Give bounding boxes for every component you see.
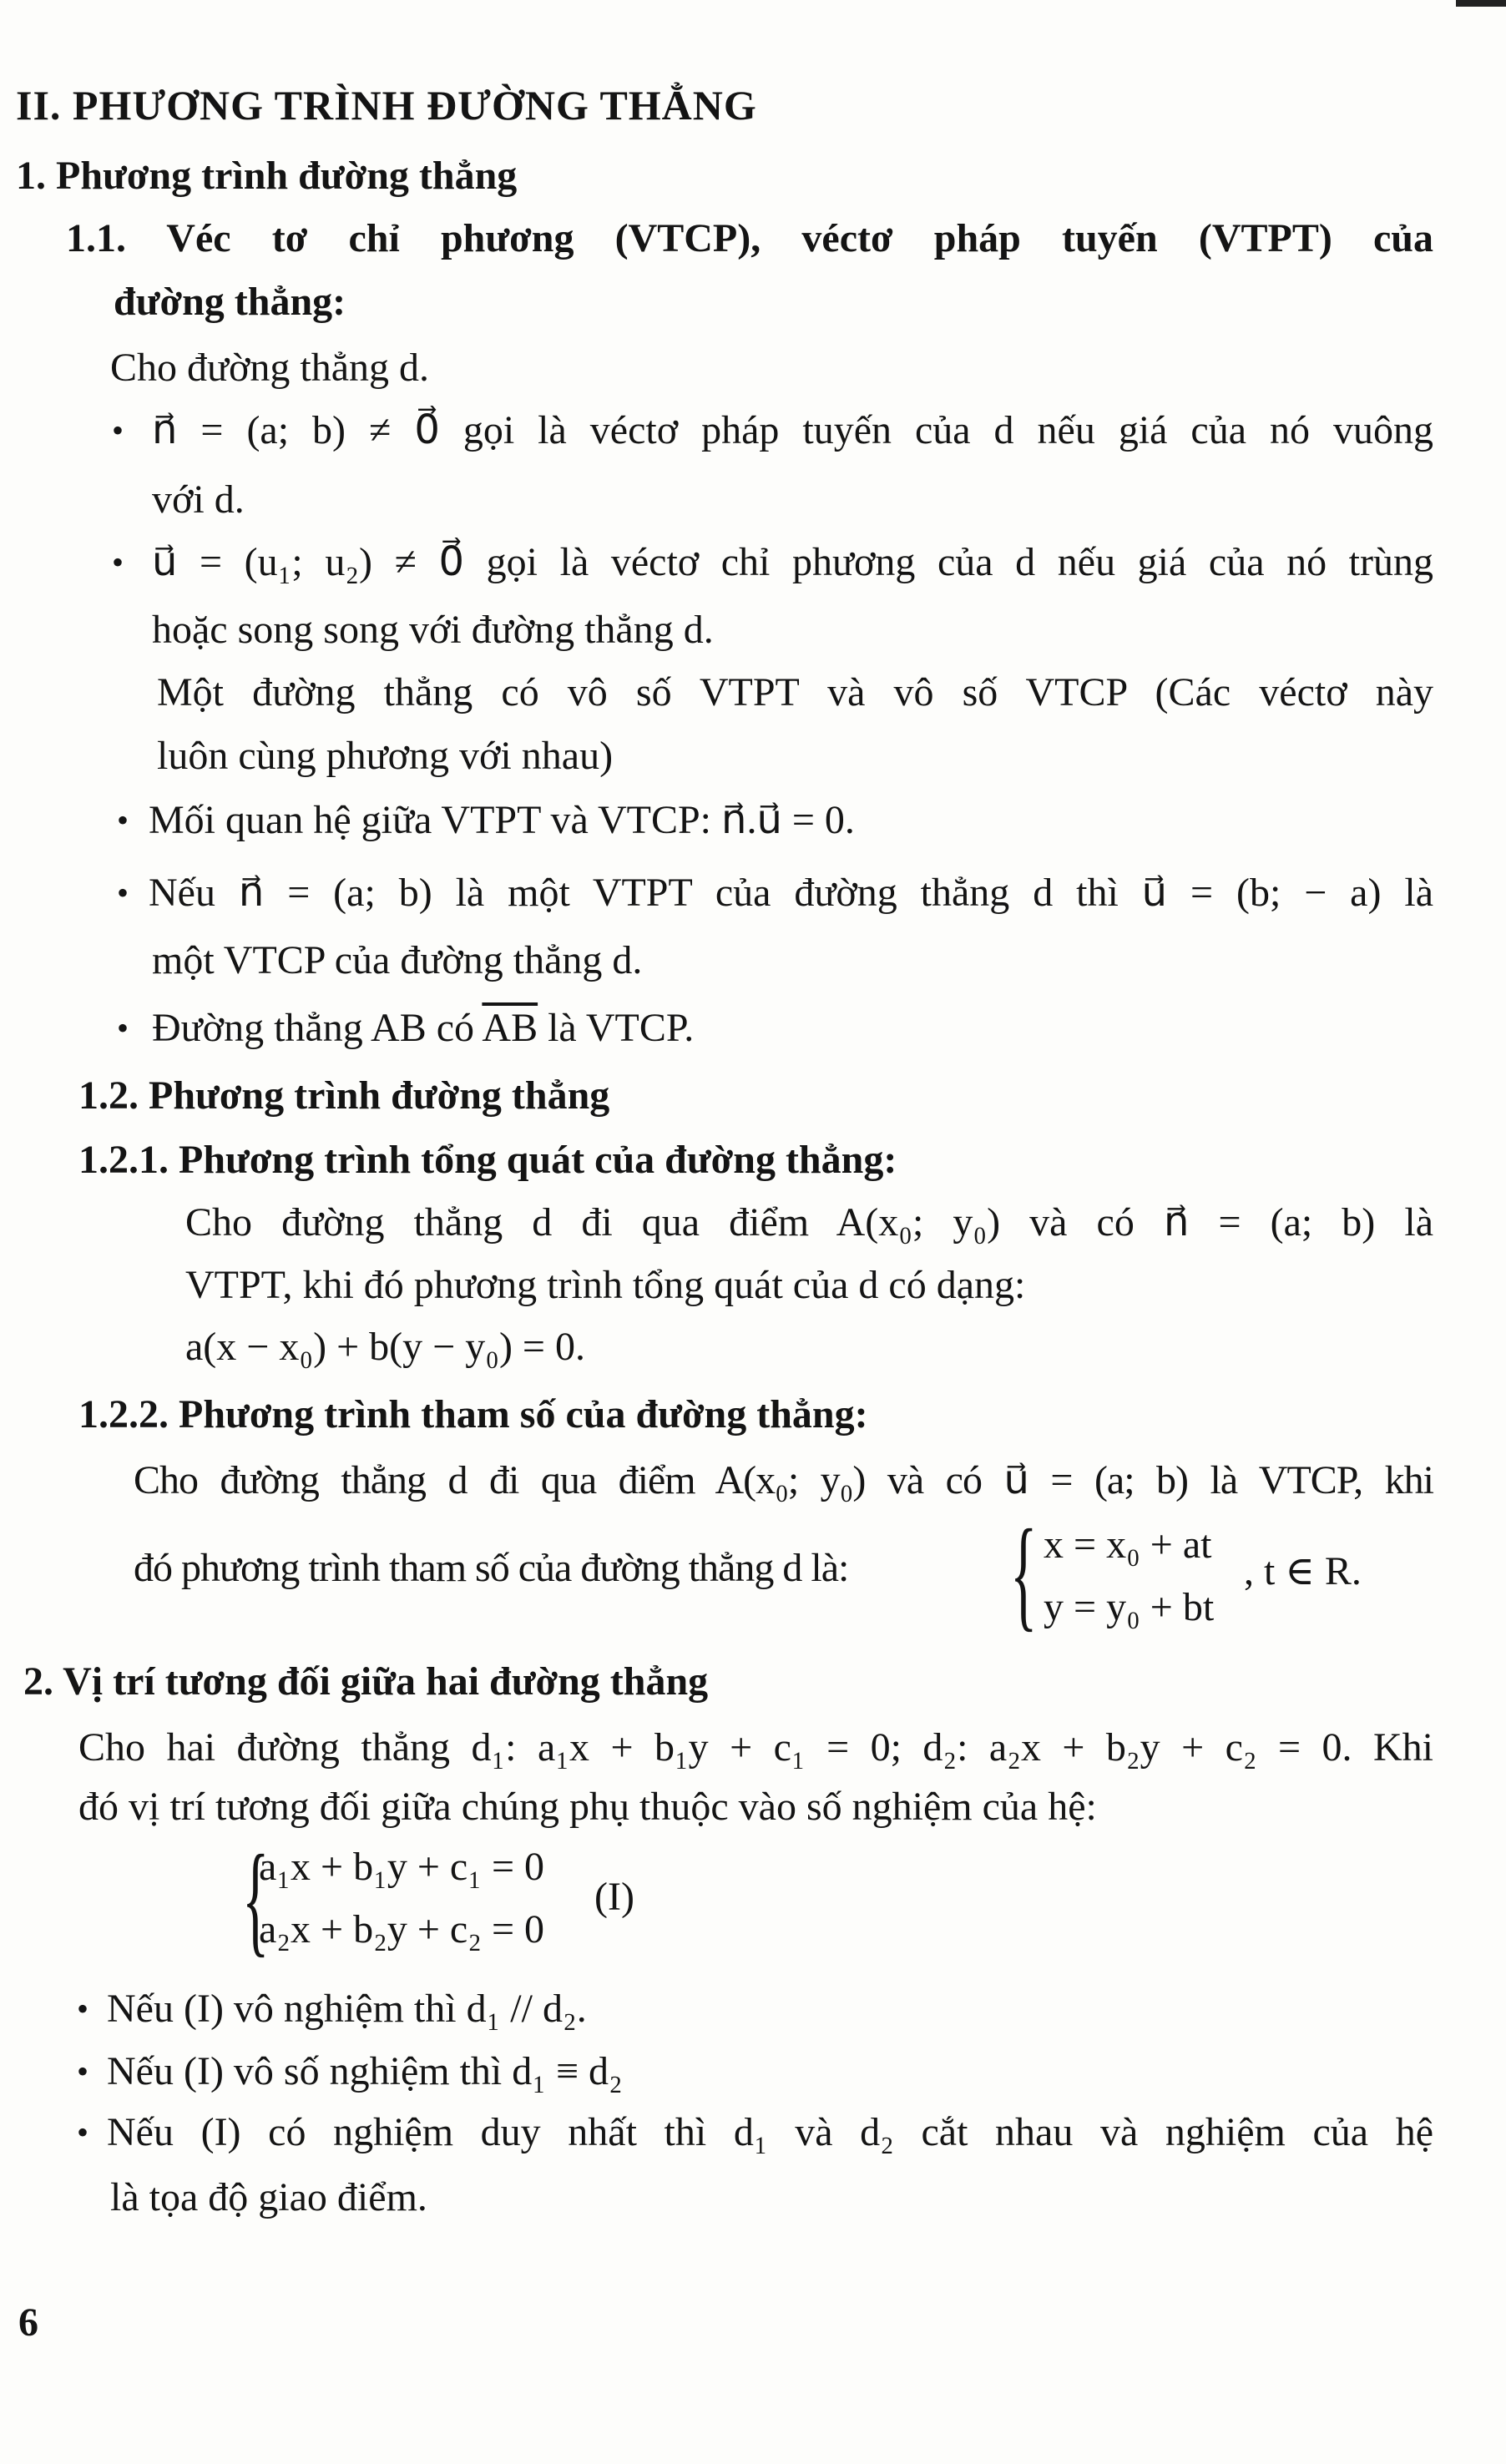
general-equation-text: Cho đường thẳng d đi qua điểm A(x₀; y₀) và có n⃗ = (a; b) là bbox=[185, 1200, 1433, 1245]
relative-position-text-cont: đó vị trí tương đối giữa chúng phụ thuộc vào số nghiệm của hệ: bbox=[78, 1785, 1097, 1829]
brace-icon: { bbox=[1010, 1504, 1038, 1643]
bullet-direction-vector: u⃗ = (u₁; u₂) ≠ 0⃗ gọi là véctơ chỉ phương của d nếu giá của nó trùng bbox=[152, 540, 1433, 584]
bullet-icon: • bbox=[77, 1990, 89, 2027]
parametric-x: x = x₀ + at bbox=[1044, 1522, 1212, 1567]
vector-ab: $\overline{AB}$ bbox=[482, 1006, 538, 1050]
case-coincident: Nếu (I) vô số nghiệm thì d₁ ≡ d₂ bbox=[107, 2049, 623, 2093]
bullet-icon: • bbox=[112, 412, 124, 449]
section-heading-2: 2. Vị trí tương đối giữa hai đường thẳng bbox=[23, 1659, 709, 1704]
parametric-equation-text-cont: đó phương trình tham số của đường thẳng d là: bbox=[134, 1546, 849, 1590]
bullet-icon: • bbox=[117, 1009, 129, 1047]
parametric-domain: , t ∈ R. bbox=[1244, 1549, 1362, 1593]
scan-edge bbox=[1456, 0, 1506, 7]
chapter-heading: II. PHƯƠNG TRÌNH ĐƯỜNG THẲNG bbox=[16, 82, 757, 129]
case-intersect-cont: là tọa độ giao điểm. bbox=[110, 2175, 427, 2219]
relative-position-text: Cho hai đường thẳng d₁: a₁x + b₁y + c₁ = 0; d₂: a₂x + b₂y + c₂ = 0. Khi bbox=[78, 1725, 1433, 1770]
subsection-heading-1-1-cont: đường thẳng: bbox=[114, 280, 346, 324]
general-equation-text-cont: VTPT, khi đó phương trình tổng quát của d có dạng: bbox=[185, 1263, 1026, 1307]
bullet-ab-line bbox=[152, 1003, 694, 1053]
bullet-icon: • bbox=[77, 2113, 89, 2151]
bullet-normal-vector-cont: với d. bbox=[152, 477, 245, 522]
parametric-equation-text: Cho đường thẳng d đi qua điểm A(x₀; y₀) và có u⃗ = (a; b) là VTCP, khi bbox=[134, 1458, 1433, 1502]
subsection-heading-1-2: 1.2. Phương trình đường thẳng bbox=[78, 1073, 610, 1118]
bullet-ab-text-end: là VTCP. bbox=[548, 1006, 695, 1050]
bullet-conversion-cont: một VTCP của đường thẳng d. bbox=[152, 938, 643, 982]
bullet-normal-vector: n⃗ = (a; b) ≠ 0⃗ gọi là véctơ pháp tuyến của d nếu giá của nó vuông bbox=[152, 408, 1433, 452]
bullet-direction-vector-cont: hoặc song song với đường thẳng d. bbox=[152, 608, 714, 652]
bullet-icon: • bbox=[117, 801, 129, 839]
note-text: Một đường thẳng có vô số VTPT và vô số VTCP (Các véctơ này bbox=[157, 670, 1433, 714]
system-label: (I) bbox=[594, 1875, 634, 1919]
parametric-y: y = y₀ + bt bbox=[1044, 1585, 1215, 1629]
bullet-icon: • bbox=[77, 2052, 89, 2090]
intro-text: Cho đường thẳng d. bbox=[110, 346, 430, 390]
subsection-heading-1-1: 1.1. Véc tơ chỉ phương (VTCP), véctơ pháp tuyến (VTPT) của bbox=[66, 216, 1433, 260]
subsection-heading-1-2-1: 1.2.1. Phương trình tổng quát của đường thẳng: bbox=[78, 1138, 897, 1182]
bullet-icon: • bbox=[112, 543, 124, 581]
bullet-icon: • bbox=[117, 874, 129, 911]
brace-icon: { bbox=[242, 1830, 270, 1968]
general-equation-formula: a(x − x₀) + b(y − y₀) = 0. bbox=[185, 1325, 585, 1369]
page-number: 6 bbox=[18, 2300, 38, 2345]
bullet-relation: Mối quan hệ giữa VTPT và VTCP: n⃗.u⃗ = 0. bbox=[149, 798, 855, 842]
case-parallel: Nếu (I) vô nghiệm thì d₁ // d₂. bbox=[107, 1987, 587, 2031]
note-text-cont: luôn cùng phương với nhau) bbox=[157, 734, 614, 778]
case-intersect: Nếu (I) có nghiệm duy nhất thì d₁ và d₂ cắt nhau và nghiệm của hệ bbox=[107, 2110, 1433, 2154]
subsection-heading-1-2-2: 1.2.2. Phương trình tham số của đường thẳng: bbox=[78, 1392, 868, 1436]
bullet-ab-text: Đường thẳng AB có bbox=[152, 1006, 475, 1050]
system-eq-2: a₂x + b₂y + c₂ = 0 bbox=[259, 1907, 545, 1952]
bullet-conversion: Nếu n⃗ = (a; b) là một VTPT của đường thẳng d thì u⃗ = (b; − a) là bbox=[149, 871, 1433, 915]
system-eq-1: a₁x + b₁y + c₁ = 0 bbox=[259, 1845, 545, 1889]
section-heading-1: 1. Phương trình đường thẳng bbox=[16, 154, 518, 198]
